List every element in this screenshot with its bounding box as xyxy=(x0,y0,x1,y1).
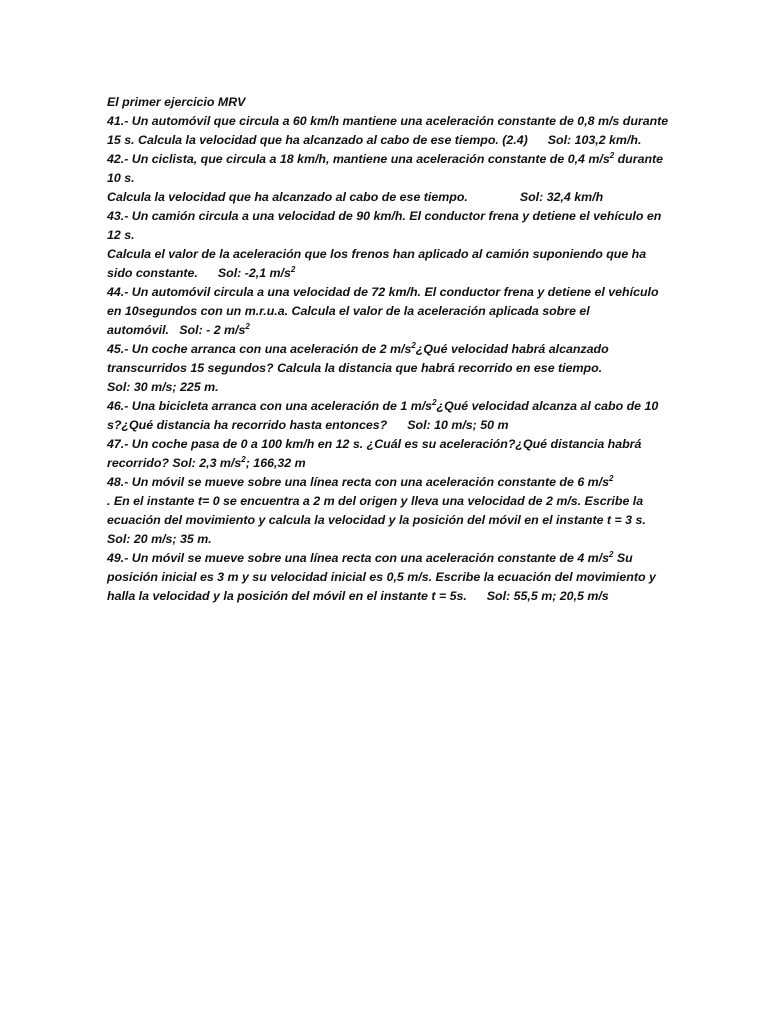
exercise-text: durante 10 s. xyxy=(107,152,664,185)
solution-text: Sol: 30 m/s; 225 m. xyxy=(107,380,219,394)
exercise-text: 45.- Un coche arranca con una aceleración de 2 m/s xyxy=(107,342,412,356)
exercise-text: 46.- Una bicicleta arranca con una aceleración de 1 m/s xyxy=(107,399,433,413)
solution-text: Sol: -2,1 m/s xyxy=(217,266,291,280)
solution-text: Sol: 55,5 m; 20,5 m/s xyxy=(486,589,609,603)
superscript: 2 xyxy=(290,264,296,274)
exercise-text: Calcula la velocidad que ha alcanzado al cabo de ese tiempo. xyxy=(107,190,468,204)
exercise-text: Calcula el valor de la aceleración que los frenos han aplicado al camión suponiendo que ha sido constante. xyxy=(107,247,647,280)
exercise-text: ¿Qué velocidad habrá alcanzado transcurridos 15 segundos? Calcula la distancia que habrá recorrido en ese tiempo. xyxy=(107,342,609,375)
superscript: 2 xyxy=(609,150,615,160)
exercise-49 xyxy=(107,549,669,606)
exercise-48 xyxy=(107,473,669,549)
solution-text: Sol: - 2 m/s xyxy=(179,323,246,337)
page-title: El primer ejercicio MRV xyxy=(107,95,246,109)
solution-text: Sol: 20 m/s; 35 m. xyxy=(107,532,212,546)
superscript: 2 xyxy=(411,340,416,350)
exercise-46 xyxy=(107,397,669,435)
superscript: 2 xyxy=(609,549,614,559)
exercise-text: 43.- Un camión circula a una velocidad de 90 km/h. El conductor frena y detiene el vehículo en 12 s. xyxy=(107,209,662,242)
solution-text: Sol: 103,2 km/h. xyxy=(547,133,642,147)
solution-text: Sol: 10 m/s; 50 m xyxy=(407,418,509,432)
exercise-45 xyxy=(107,340,669,397)
exercise-44 xyxy=(107,283,669,340)
superscript: 2 xyxy=(245,321,250,331)
exercise-text: 42.- Un ciclista, que circula a 18 km/h, mantiene una aceleración constante de 0,4 m/s xyxy=(107,152,610,166)
exercise-text: Su posición inicial es 3 m y su velocidad inicial es 0,5 m/s. Escribe la ecuación del movimiento y halla la velocidad y la posición del móvil en el instante t = 5s. xyxy=(107,551,656,603)
exercise-text: ; 166,32 m xyxy=(245,456,306,470)
exercise-43 xyxy=(107,207,669,283)
exercise-text: 49.- Un móvil se mueve sobre una línea recta con una aceleración constante de 4 m/s xyxy=(107,551,610,565)
superscript: 2 xyxy=(241,454,246,464)
exercise-text: ¿Qué velocidad alcanza al cabo de 10 s?¿Qué distancia ha recorrido hasta entonces? xyxy=(107,399,659,432)
exercise-41 xyxy=(107,112,669,150)
superscript: 2 xyxy=(432,397,437,407)
superscript: 2 xyxy=(609,473,614,483)
exercise-text: 44.- Un automóvil circula a una velocidad de 72 km/h. El conductor frena y detiene el vehículo en 10segundos con un m.r.u.a. Calcula el valor de la aceleración aplicada sobre el automóvil. xyxy=(107,285,659,337)
exercise-text: 48.- Un móvil se mueve sobre una línea recta con una aceleración constante de 6 m/s xyxy=(107,475,610,489)
document-page xyxy=(107,93,669,606)
exercise-text: 47.- Un coche pasa de 0 a 100 km/h en 12 s. ¿Cuál es su aceleración?¿Qué distancia habrá recorrido? Sol: 2,3 m/s xyxy=(107,437,642,470)
exercise-47 xyxy=(107,435,669,473)
solution-text: Sol: 32,4 km/h xyxy=(519,190,604,204)
exercise-text: 41.- Un automóvil que circula a 60 km/h mantiene una aceleración constante de 0,8 m/s durante 15 s. Calcula la velocidad que ha alcanzado al cabo de ese tiempo. (2.4) xyxy=(107,114,669,147)
exercise-text: . En el instante t= 0 se encuentra a 2 m del origen y lleva una velocidad de 2 m/s. Escribe la ecuación del movimiento y calcula la velocidad y la posición del móvil en el instante t = 3 s. xyxy=(107,494,646,527)
exercise-42 xyxy=(107,150,669,207)
